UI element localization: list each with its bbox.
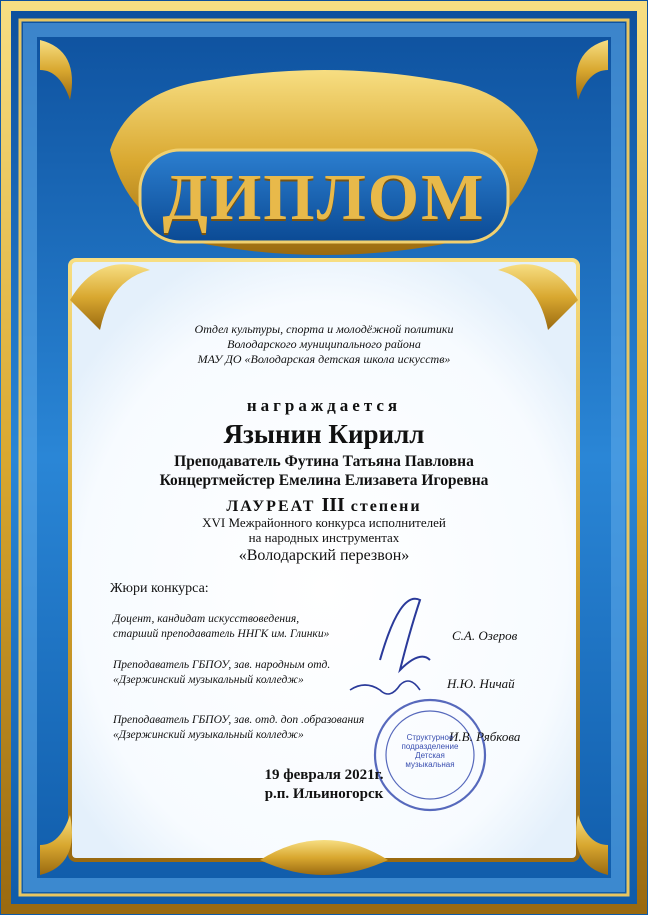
official-stamp	[395, 733, 465, 769]
stamp-line-4: музыкальная	[405, 760, 455, 769]
award-place: р.п. Ильиногорск	[264, 786, 384, 802]
stamp-line-3: Детская	[415, 751, 445, 760]
issuer-block	[0, 322, 648, 367]
laureate-degree: III	[321, 494, 345, 516]
jury-member-2-line2: «Дзержинский музыкальный колледж»	[113, 674, 304, 686]
jury-member-3-line1: Преподаватель ГБПОУ, зав. отд. доп .образования	[113, 714, 365, 726]
jury-member-2-name: Н.Ю. Ничай	[447, 676, 515, 691]
contest-line-2: на народных инструментах	[248, 530, 400, 545]
jury-member-3-name: И.В. Рябкова	[449, 729, 521, 744]
issuer-line-2: Володарского муниципального района	[227, 337, 421, 351]
jury-member-2-line1: Преподаватель ГБПОУ, зав. народным отд.	[113, 659, 331, 671]
jury-member-1-name: С.А. Озеров	[452, 628, 518, 643]
jury-member-3-line2: «Дзержинский музыкальный колледж»	[113, 729, 304, 741]
laureate-prefix: ЛАУРЕАТ	[226, 498, 316, 515]
teacher-line: Преподаватель Футина Татьяна Павловна	[174, 453, 474, 470]
jury-member-3-title	[113, 713, 364, 743]
contest-line-1: XVI Межрайонного конкурса исполнителей	[202, 515, 446, 530]
diploma-heading: ДИПЛОМ	[162, 161, 486, 234]
jury-title: Жюри конкурса:	[110, 581, 209, 596]
award-date: 19 февраля 2021г.	[264, 767, 384, 783]
recipient-name: Язынин Кирилл	[223, 419, 425, 449]
jury-member-2-title	[113, 658, 330, 688]
contest-name: «Володарский перезвон»	[238, 547, 410, 564]
stamp-line-2: подразделение	[401, 742, 459, 751]
awarded-text: награждается	[246, 396, 402, 415]
stamp-line-1: Структурное	[406, 733, 454, 742]
issuer-line-1: Отдел культуры, спорта и молодёжной политики	[194, 322, 454, 336]
jury-member-1-line2: старший преподаватель ННГК им. Глинки»	[113, 628, 330, 640]
accompanist-line: Концертмейстер Емелина Елизавета Игоревна	[159, 472, 489, 489]
laureate-line	[0, 494, 648, 517]
jury-member-1-line1: Доцент, кандидат искусствоведения,	[113, 613, 300, 625]
laureate-suffix: степени	[350, 498, 422, 515]
jury-member-1-title	[113, 612, 329, 642]
issuer-line-3: МАУ ДО «Володарская детская школа искусств»	[197, 352, 451, 366]
